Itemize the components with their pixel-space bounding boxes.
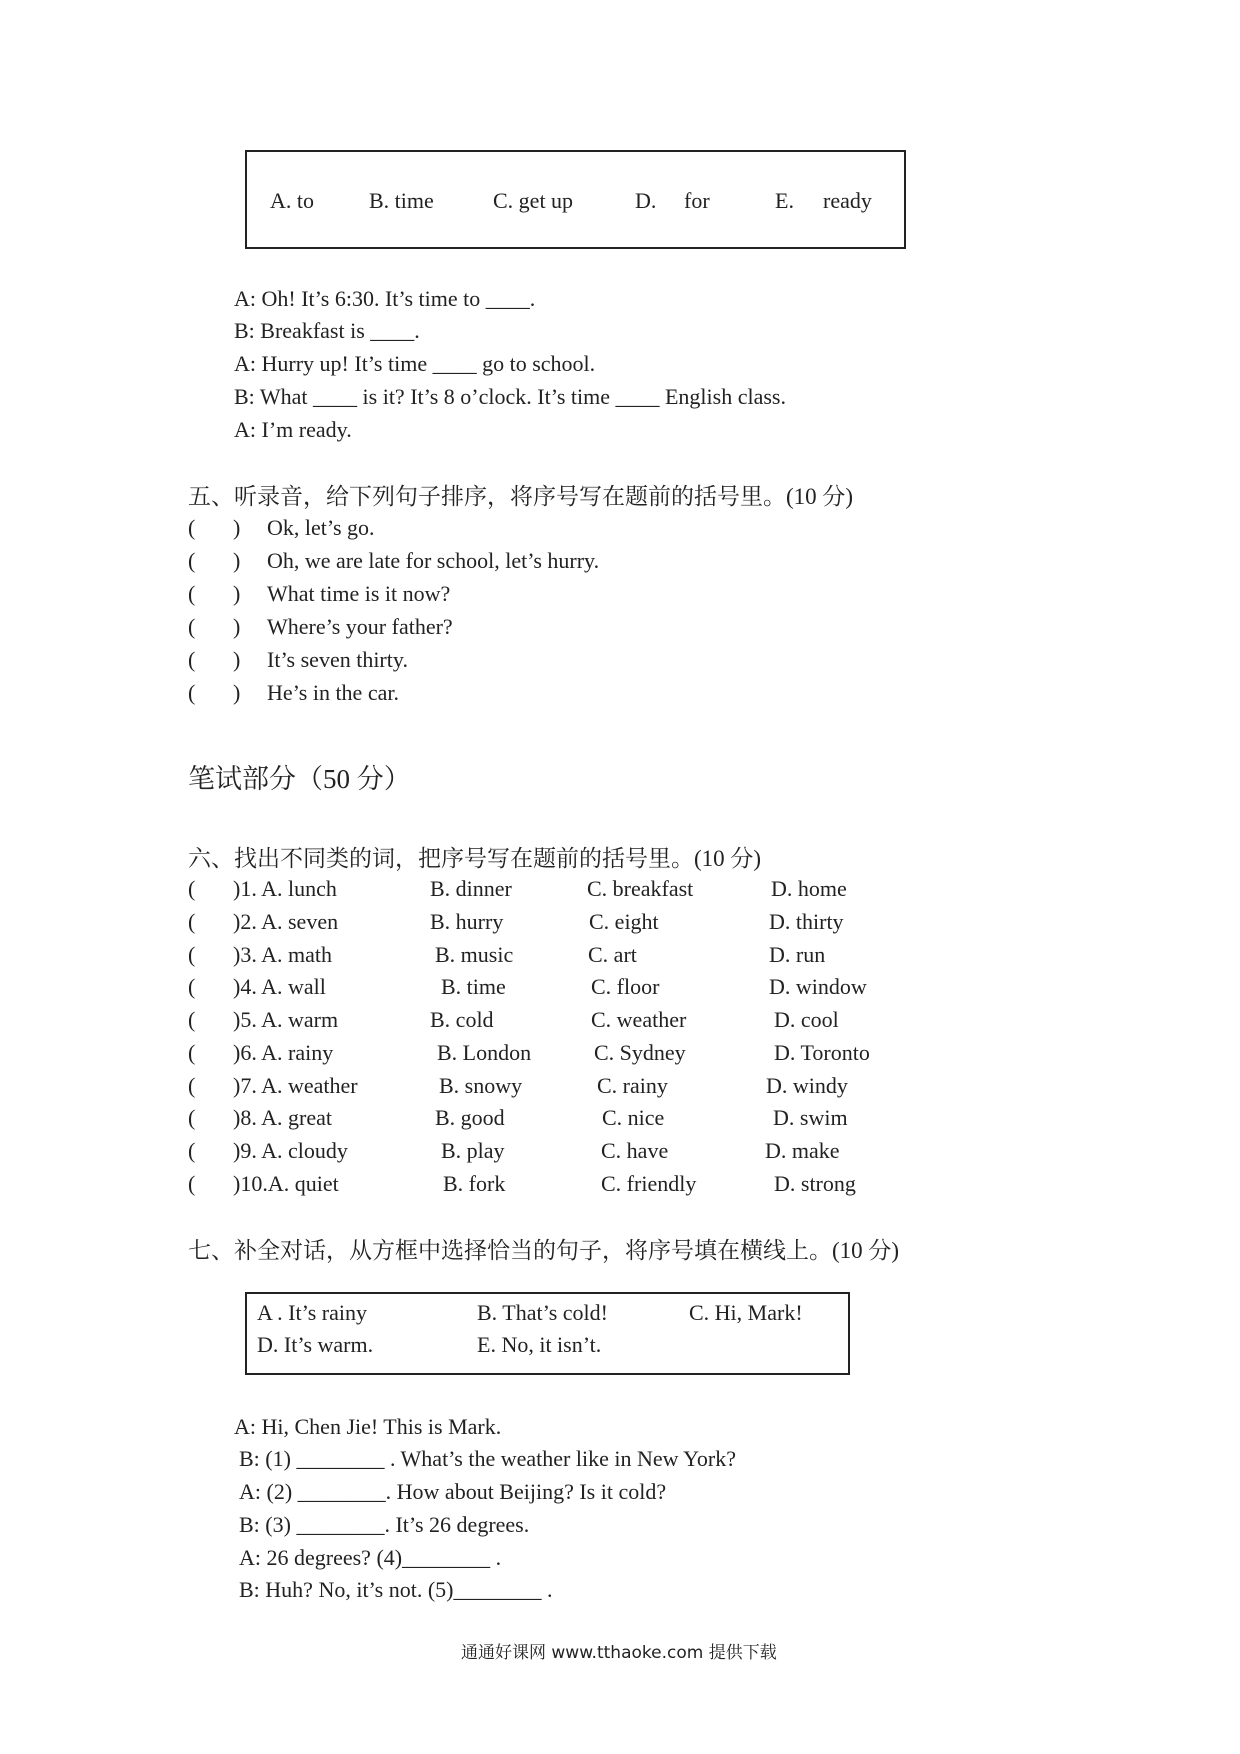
word-bank-option: B. time (369, 188, 434, 213)
dialogue-line: B: Breakfast is ____. (234, 318, 420, 343)
sentence-bank-option: D. It’s warm. (257, 1332, 374, 1357)
dialogue-line: A: Hi, Chen Jie! This is Mark. (234, 1414, 502, 1439)
section-6-heading: 六、找出不同类的词，把序号写在题前的括号里。(10 分) (188, 846, 762, 871)
dialogue-line: A: I’m ready. (234, 417, 352, 442)
sentence-bank-option: B. That’s cold! (477, 1300, 608, 1325)
dialogue-line: B: (3) ________. It’s 26 degrees. (239, 1512, 530, 1537)
section-5-heading: 五、听录音，给下列句子排序，将序号写在题前的括号里。(10 分) (188, 484, 854, 509)
dialogue-line: A: Oh! It’s 6:30. It’s time to ____. (234, 286, 536, 311)
footer-source: 通通好课网 www.tthaoke.com 提供下载 (461, 1643, 777, 1663)
dialogue-line: B: Huh? No, it’s not. (5)________ . (239, 1577, 553, 1602)
word-bank-box (245, 150, 906, 249)
section-7-heading: 七、补全对话，从方框中选择恰当的句子，将序号填在横线上。(10 分) (188, 1238, 900, 1263)
word-bank-option: E. (775, 188, 794, 213)
word-bank-option: D. (635, 188, 657, 213)
sentence-bank-option: A . It’s rainy (257, 1300, 367, 1325)
sentence-bank-option: C. Hi, Mark! (689, 1300, 803, 1325)
word-bank-option: for (684, 188, 710, 213)
dialogue-line: B: (1) ________ . What’s the weather like in New York? (239, 1446, 736, 1471)
written-part-title: 笔试部分（50 分） (188, 764, 411, 794)
word-bank-option: C. get up (493, 188, 574, 213)
dialogue-line: A: Hurry up! It’s time ____ go to school. (234, 351, 596, 376)
sentence-bank-option: E. No, it isn’t. (477, 1332, 602, 1357)
word-bank-option: ready (823, 188, 872, 213)
dialogue-line: A: 26 degrees? (4)________ . (239, 1545, 502, 1570)
word-bank-option: A. to (270, 188, 314, 213)
dialogue-line: A: (2) ________. How about Beijing? Is it cold? (239, 1479, 667, 1504)
dialogue-line: B: What ____ is it? It’s 8 o’clock. It’s time ____ English class. (234, 384, 786, 409)
